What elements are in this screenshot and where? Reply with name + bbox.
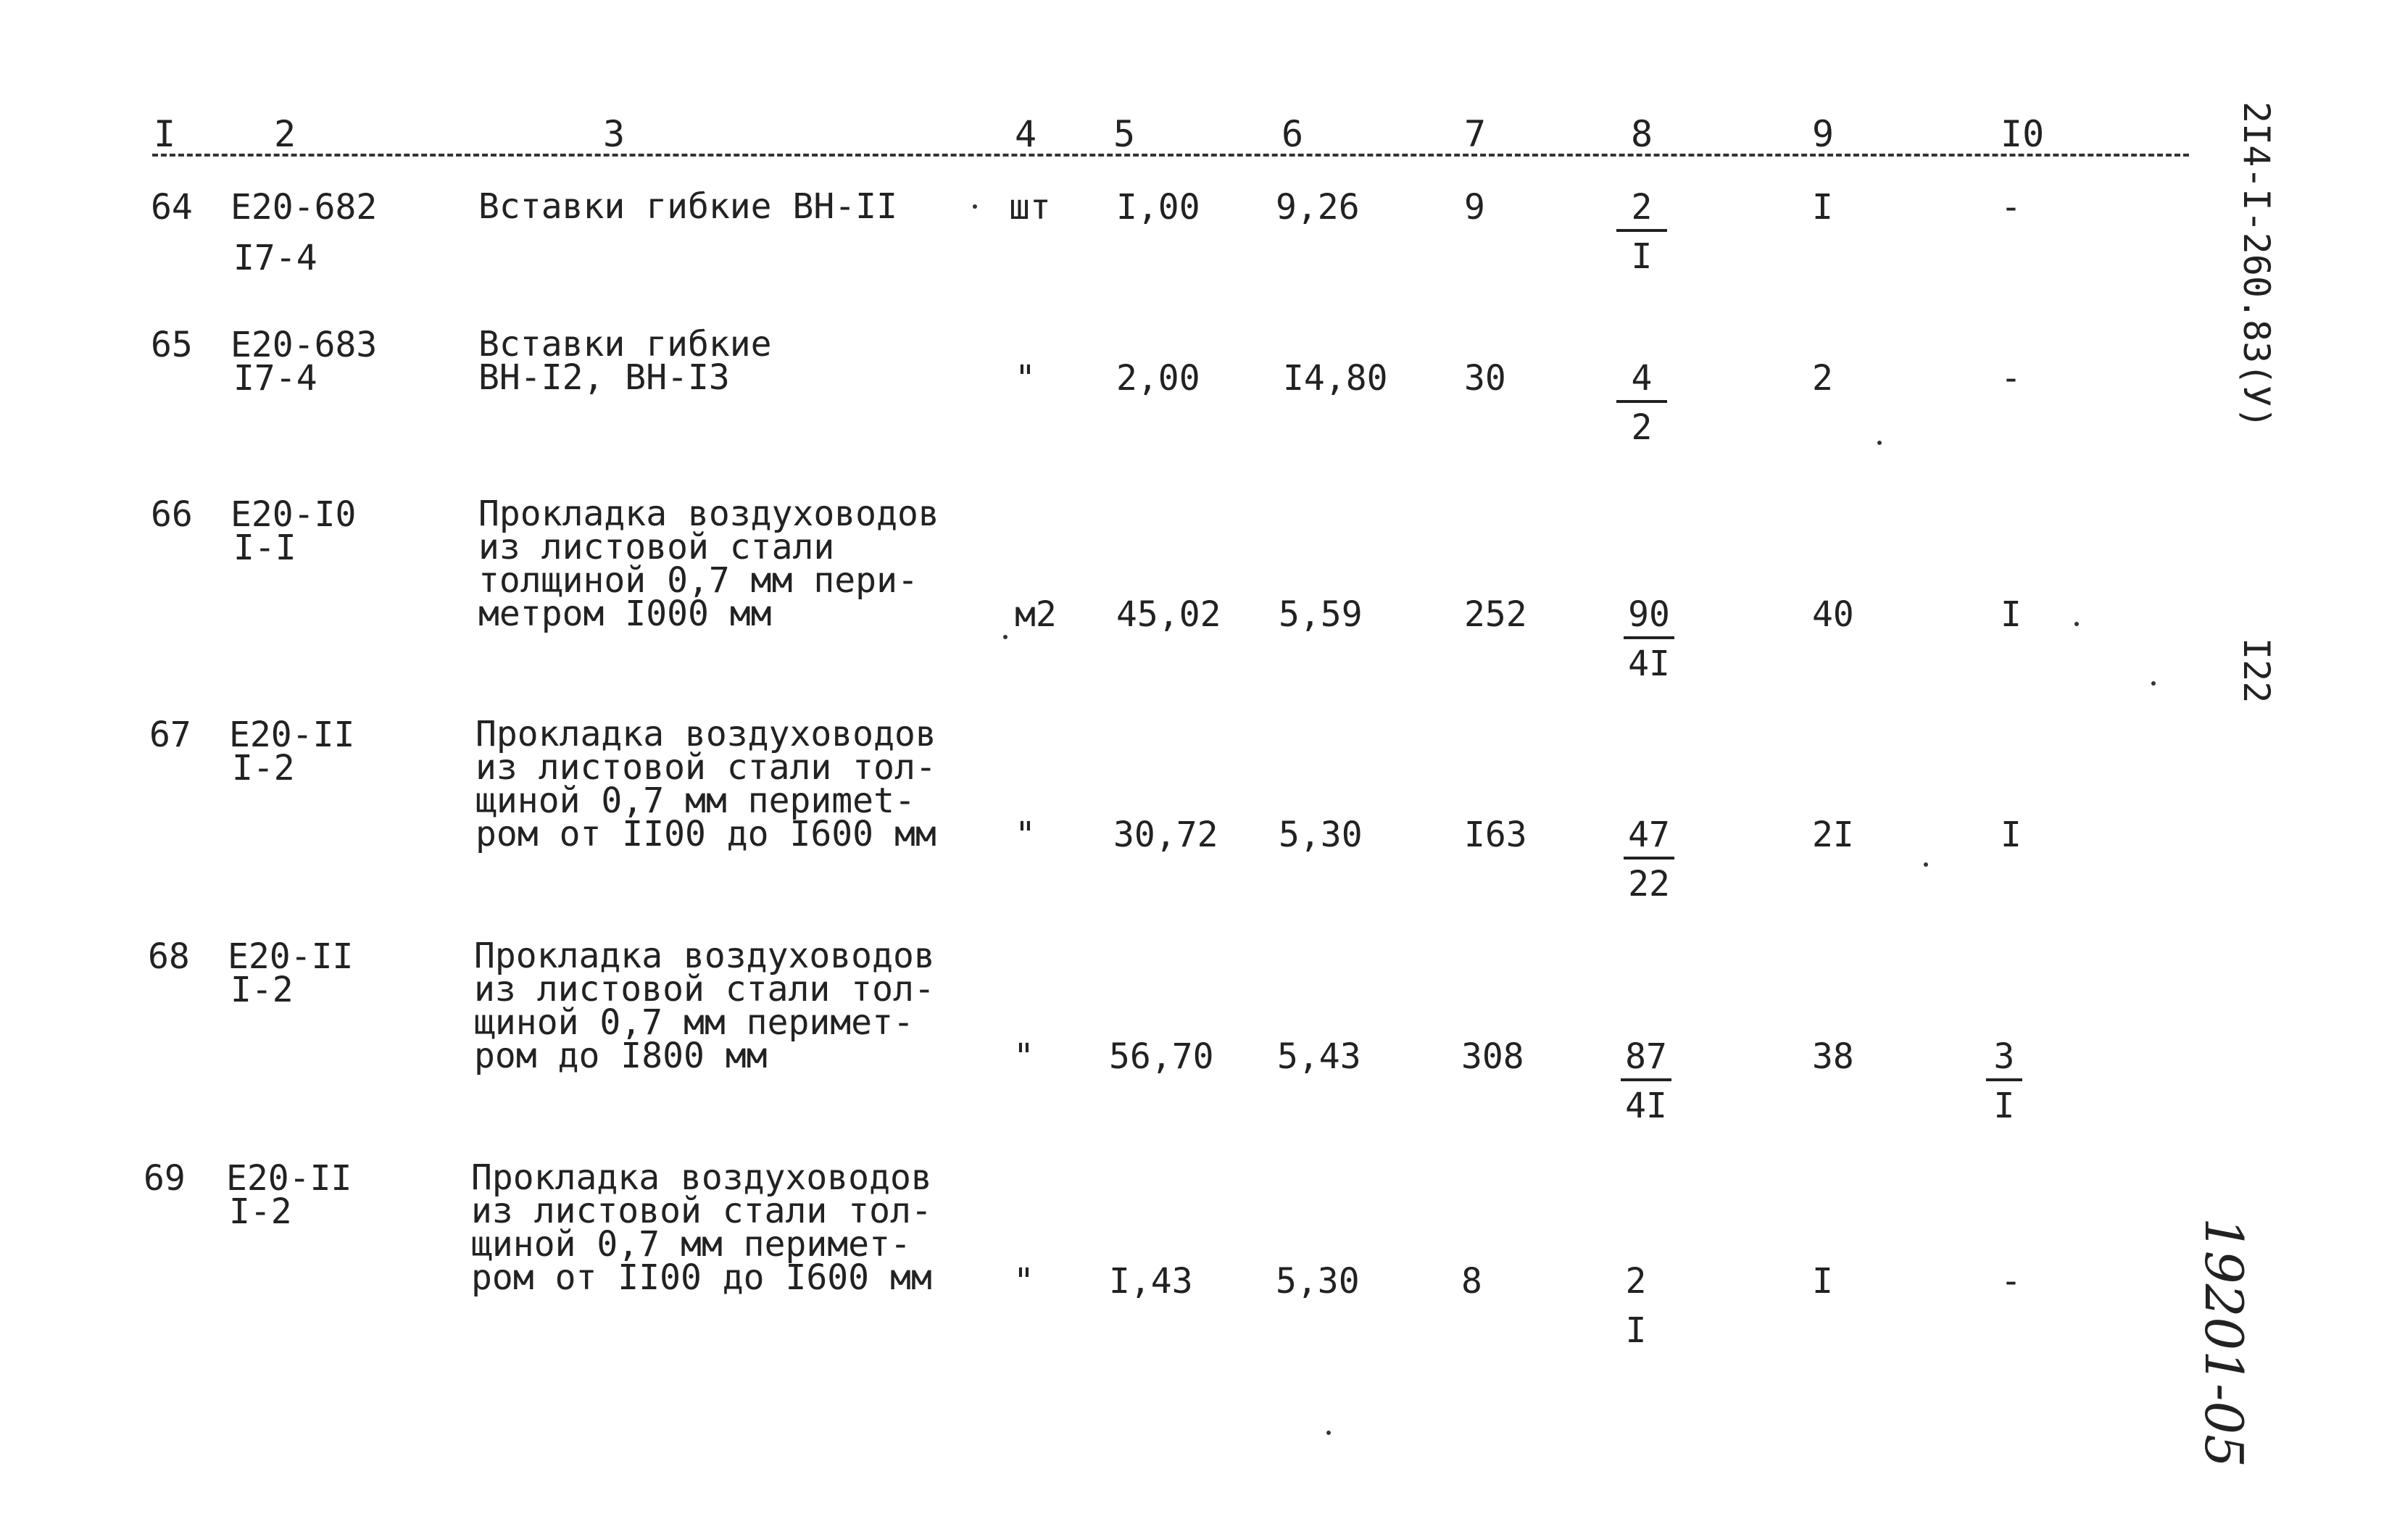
quantity: I,00 (1116, 187, 1200, 228)
desc-line: Прокладка воздуховодов (471, 1157, 932, 1198)
scan-speck (973, 204, 977, 209)
header-col-5: 5 (1113, 113, 1136, 155)
rate-subcode: I-2 (232, 748, 295, 788)
rate-code: Е20-II (229, 715, 355, 755)
fraction-numerator: 47 (1624, 817, 1674, 860)
col-10-value: - (2001, 358, 2022, 399)
fraction-denominator: 4I (1628, 644, 1670, 684)
quantity: I,43 (1109, 1261, 1193, 1302)
row-number: 68 (148, 936, 190, 977)
header-col-7: 7 (1464, 113, 1487, 155)
fraction-numerator: 87 (1621, 1039, 1671, 1081)
unit: " (1013, 1261, 1034, 1302)
fraction-denominator: I (1625, 1310, 1647, 1351)
rate-code: Е20-II (228, 936, 354, 977)
scan-speck (1326, 1431, 1331, 1435)
row-number: 67 (149, 715, 191, 755)
col-8-fraction (1616, 187, 1667, 277)
desc-line: Вставки гибкие ВН-II (478, 186, 897, 227)
header-col-8: 8 (1631, 113, 1653, 155)
unit: " (1013, 1036, 1034, 1077)
col-8-fraction (1624, 817, 1674, 902)
quantity: 2,00 (1116, 358, 1200, 399)
fraction-numerator: 4 (1616, 361, 1667, 403)
col-6-value: 5,59 (1279, 594, 1363, 635)
unit: м2 (1015, 594, 1057, 635)
header-col-6: 6 (1281, 113, 1304, 155)
scan-speck (1924, 862, 1928, 867)
header-col-4: 4 (1015, 113, 1037, 155)
handwritten-stamp: 19201-05 (2193, 1218, 2254, 1468)
scan-speck (1003, 635, 1008, 639)
col-6-value: 5,43 (1277, 1036, 1361, 1077)
col-7-value: 9 (1464, 187, 1485, 228)
header-col-1: I (154, 113, 176, 155)
item-description (475, 714, 936, 854)
document-code: 2I4-I-260.83(У) (2235, 101, 2277, 429)
fraction-numerator: 90 (1624, 597, 1674, 639)
desc-line: из листовой стали тол- (471, 1191, 932, 1231)
desc-line: щиной 0,7 мм перимет- (474, 1002, 914, 1043)
rate-subcode: I-2 (230, 970, 294, 1010)
col-10-fraction (1986, 1036, 2022, 1126)
rate-code: Е20-II (226, 1158, 352, 1199)
header-col-3: 3 (603, 113, 626, 155)
desc-line: ром до I800 мм (474, 1036, 768, 1076)
desc-line: Прокладка воздуховодов (474, 936, 935, 976)
col-9-value: 2I (1812, 815, 1854, 855)
col-8-fraction (1616, 358, 1667, 448)
quantity: 56,70 (1109, 1036, 1214, 1077)
rate-subcode: I-2 (229, 1191, 292, 1232)
scan-speck (2151, 681, 2156, 686)
fraction-denominator: 22 (1628, 864, 1670, 904)
fraction-numerator: 2 (1625, 1261, 1647, 1302)
col-10-value: - (2001, 187, 2022, 228)
desc-line: ВН-I2, ВН-I3 (478, 357, 730, 398)
header-col-10: I0 (2001, 113, 2045, 155)
col-9-value: I (1812, 1261, 1833, 1302)
rate-subcode: I7-4 (233, 238, 317, 278)
col-9-value: 38 (1812, 1036, 1854, 1077)
desc-line: толщиной 0,7 мм пери- (478, 560, 918, 601)
desc-line: из листовой стали (478, 527, 835, 567)
fraction-denominator: I (1993, 1086, 2015, 1126)
col-7-value: 8 (1461, 1261, 1482, 1302)
fraction-numerator: 3 (1986, 1039, 2022, 1081)
desc-line: Прокладка воздуховодов (475, 714, 936, 754)
scan-speck (1877, 441, 1882, 445)
unit: " (1015, 815, 1036, 855)
scan-speck (2074, 622, 2079, 626)
col-9-value: 2 (1812, 358, 1833, 399)
rate-code: Е20-I0 (230, 494, 357, 535)
col-6-value: 5,30 (1276, 1261, 1360, 1302)
col-8-fraction (1624, 594, 1674, 684)
row-number: 64 (151, 187, 193, 228)
rate-code: Е20-683 (230, 325, 378, 365)
col-8-fraction (1611, 1261, 1661, 1351)
fraction-numerator: 2 (1616, 190, 1667, 232)
desc-line: ром от II00 до I600 мм (471, 1257, 932, 1298)
col-9-value: I (1812, 187, 1833, 228)
col-6-value: 5,30 (1279, 815, 1363, 855)
fraction-denominator: I (1631, 236, 1653, 277)
header-divider (152, 154, 2189, 157)
page-number: I22 (2235, 638, 2277, 704)
col-10-value: I (2001, 815, 2022, 855)
rate-code: Е20-682 (230, 187, 378, 228)
col-10-value: I (2001, 594, 2022, 635)
header-col-2: 2 (274, 113, 296, 155)
fraction-denominator: 2 (1631, 407, 1653, 448)
rate-subcode: I7-4 (233, 358, 317, 399)
fraction-denominator: 4I (1625, 1086, 1667, 1126)
quantity: 45,02 (1116, 594, 1221, 635)
item-description (478, 324, 772, 398)
col-6-value: 9,26 (1276, 187, 1360, 228)
unit: шт (1009, 187, 1051, 228)
row-number: 66 (151, 494, 193, 535)
row-number: 69 (144, 1158, 186, 1199)
desc-line: щиной 0,7 мм перимет- (471, 1224, 911, 1265)
col-8-fraction (1621, 1036, 1671, 1126)
desc-line: метром I000 мм (478, 594, 772, 634)
rate-subcode: I-I (233, 528, 296, 568)
item-description (478, 186, 897, 227)
desc-line: из листовой стали тол- (474, 969, 935, 1010)
desc-line: Прокладка воздуховодов (478, 494, 939, 534)
col-7-value: I63 (1464, 815, 1527, 855)
item-description (474, 936, 935, 1076)
col-10-value: - (2001, 1261, 2022, 1302)
desc-line: Вставки гибкие (478, 324, 772, 365)
item-description (478, 494, 939, 634)
col-7-value: 252 (1464, 594, 1527, 635)
desc-line: ром от II00 до I600 мм (475, 814, 936, 854)
col-9-value: 40 (1812, 594, 1854, 635)
quantity: 30,72 (1113, 815, 1218, 855)
desc-line: щиной 0,7 мм периmet- (475, 781, 915, 821)
col-6-value: I4,80 (1283, 358, 1388, 399)
col-7-value: 308 (1461, 1036, 1524, 1077)
header-col-9: 9 (1812, 113, 1835, 155)
unit: " (1015, 358, 1036, 399)
row-number: 65 (151, 325, 193, 365)
col-7-value: 30 (1464, 358, 1506, 399)
item-description (471, 1157, 932, 1298)
desc-line: из листовой стали тол- (475, 747, 936, 788)
